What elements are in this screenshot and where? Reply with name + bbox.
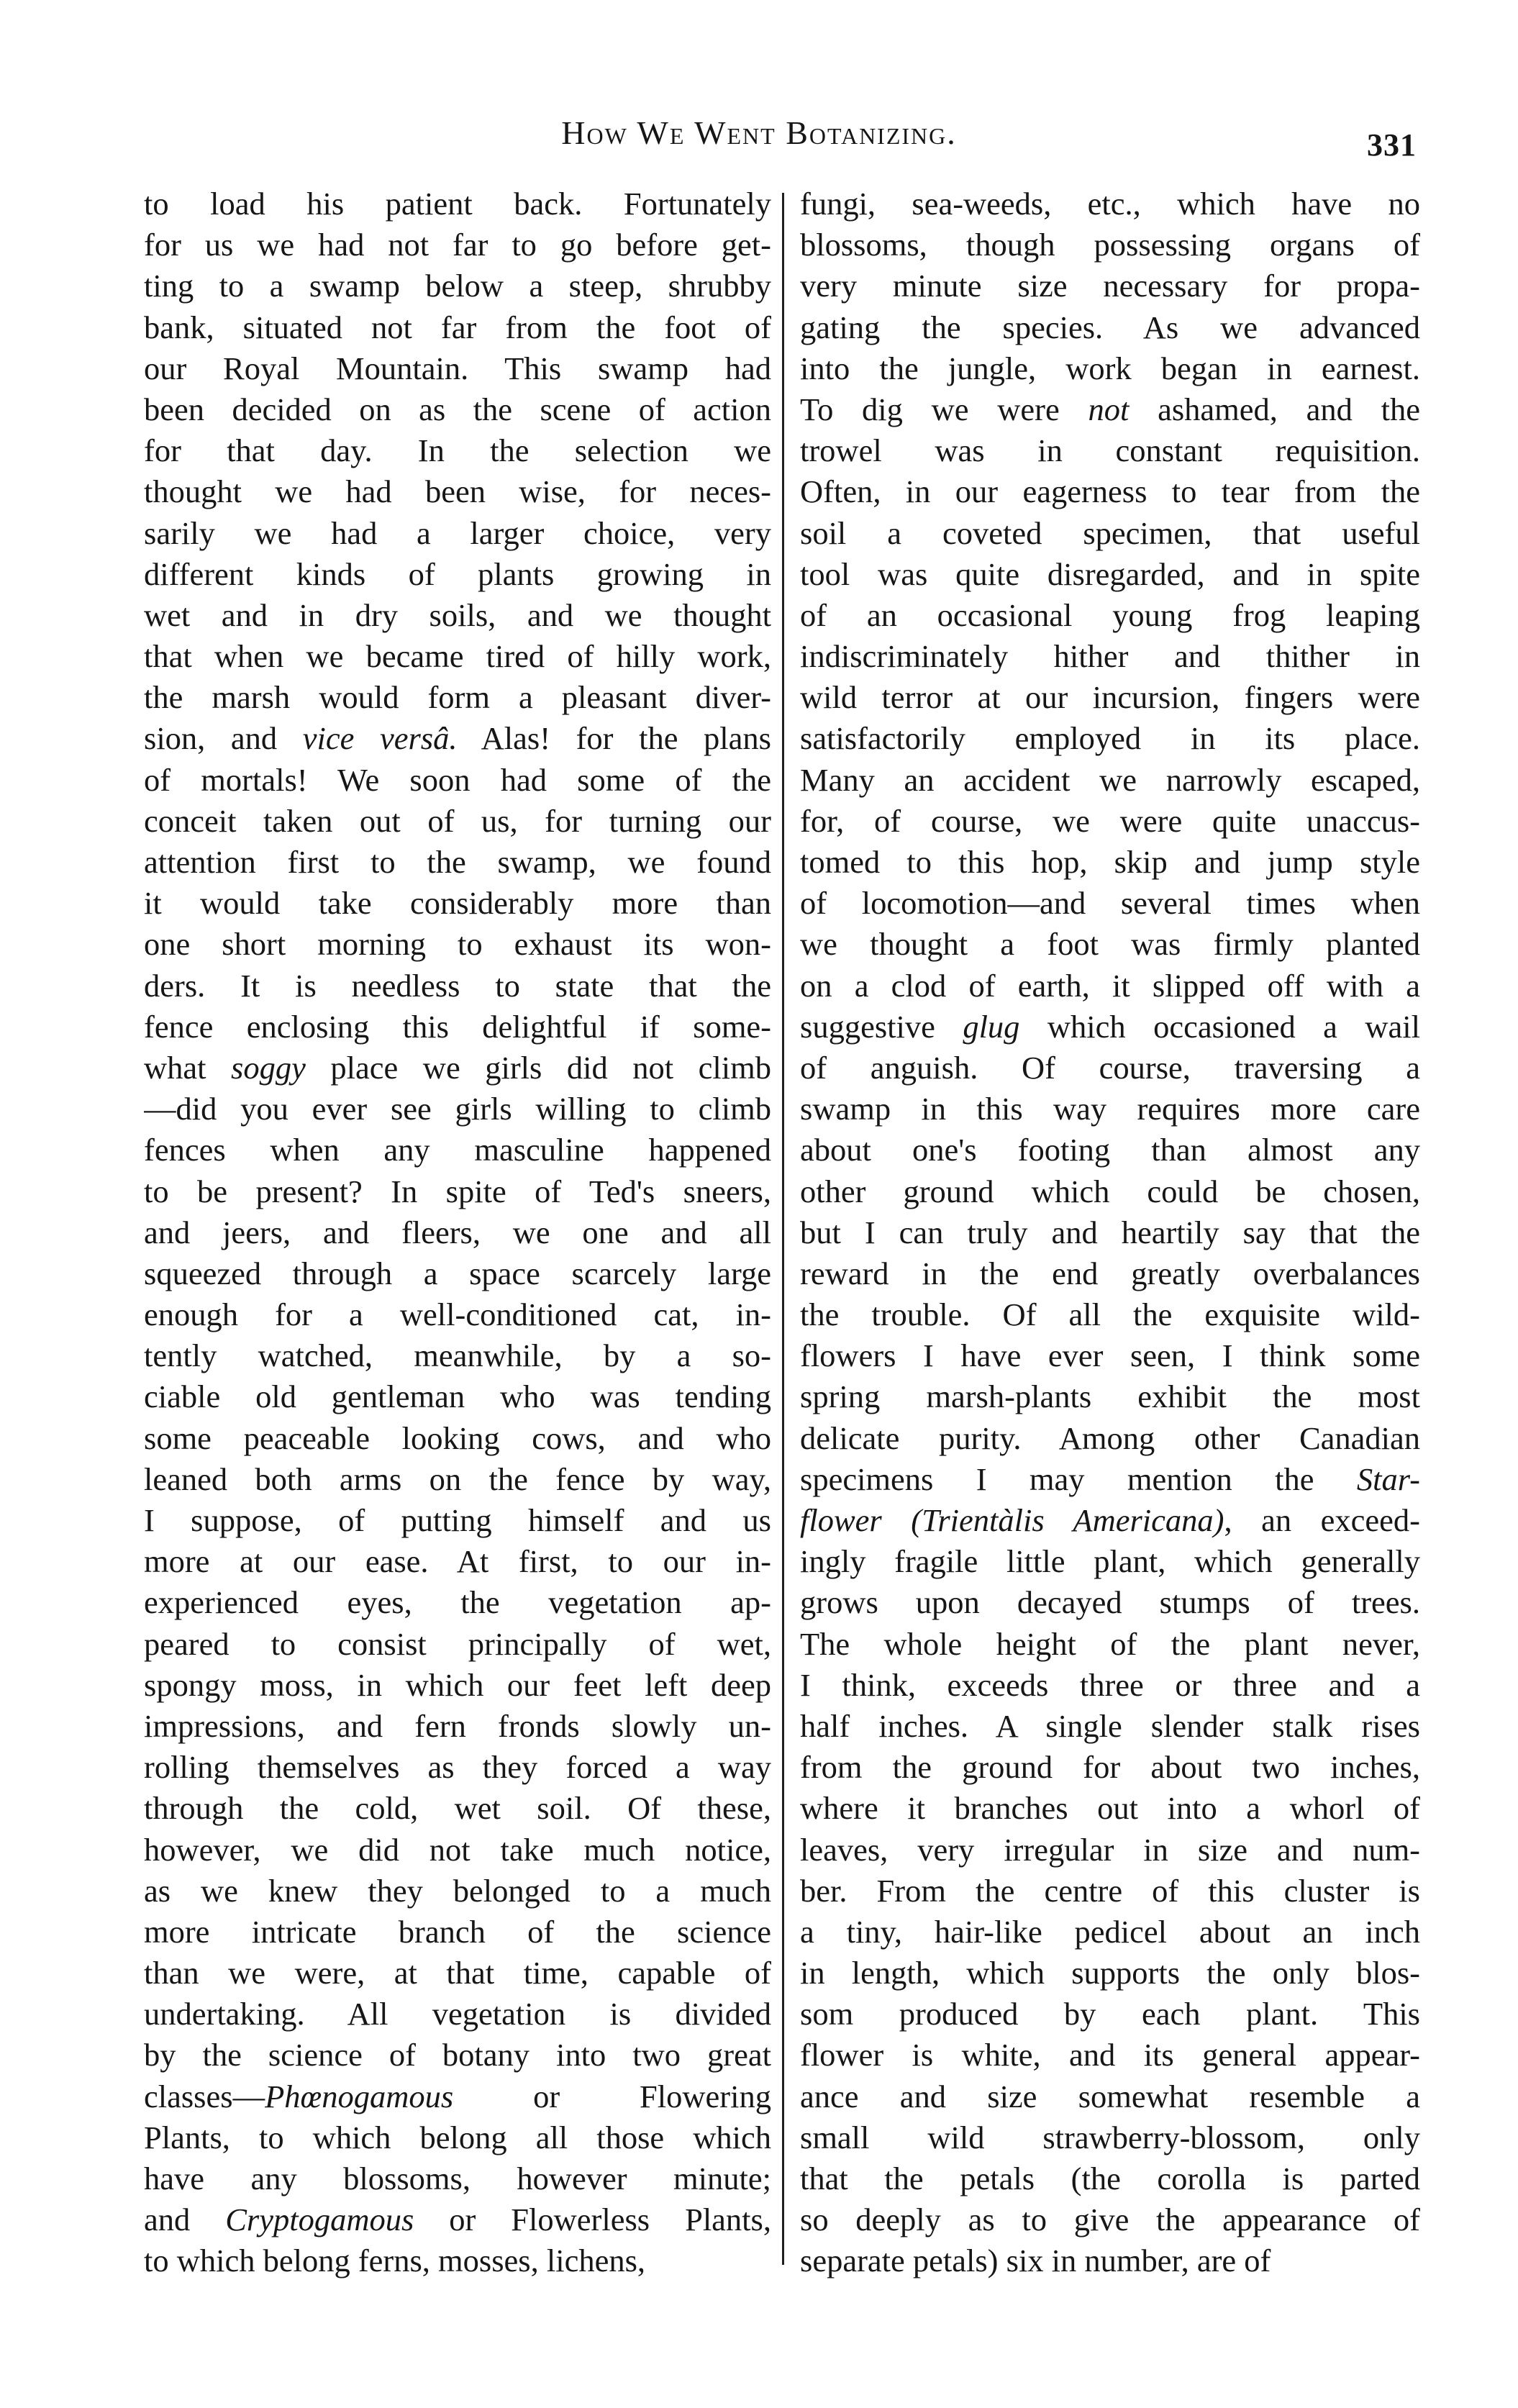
text-line: [800, 1994, 1420, 2035]
text-line: [144, 1994, 771, 2035]
text-line: [144, 2076, 771, 2117]
line-text: but I can truly and heartily say that the: [800, 1214, 1420, 1250]
text-line: [800, 1048, 1420, 1089]
column-divider: [782, 193, 784, 2265]
text-line: [144, 1335, 771, 1376]
italic-term: not: [1088, 391, 1130, 427]
text-line: [800, 389, 1420, 430]
text-line: [144, 1007, 771, 1048]
line-text: so deeply as to give the appearance of: [800, 2202, 1420, 2238]
line-text: classes—: [144, 2078, 265, 2114]
text-line: [800, 1582, 1420, 1623]
text-line: [800, 1007, 1420, 1048]
text-line: [144, 1747, 771, 1788]
text-line: [144, 1459, 771, 1500]
text-line: [800, 471, 1420, 512]
line-text: more intricate branch of the science: [144, 1913, 771, 1950]
text-line: [144, 183, 771, 224]
line-text: where it branches out into a whorl of: [800, 1790, 1420, 1827]
italic-term: Cryptogamous: [225, 2202, 414, 2238]
line-text: peared to consist principally of wet,: [144, 1625, 771, 1662]
line-text: indiscriminately hither and thither in: [800, 638, 1420, 675]
text-line: [144, 1089, 771, 1130]
text-line: [800, 1871, 1420, 1912]
line-text: leaned both arms on the fence by way,: [144, 1460, 771, 1497]
line-text: to be present? In spite of Ted's sneers,: [144, 1173, 771, 1209]
text-line: [144, 1418, 771, 1459]
text-line: [144, 1624, 771, 1665]
text-line: [800, 1953, 1420, 1994]
italic-term: glug: [963, 1008, 1020, 1045]
running-title: How We Went Botanizing.: [561, 114, 957, 151]
text-line: [800, 1089, 1420, 1130]
line-text: have any blossoms, however minute;: [144, 2161, 771, 2196]
line-text: which occasioned a wail: [1019, 1008, 1420, 1045]
text-line: [144, 1212, 771, 1253]
text-line: [144, 1582, 771, 1623]
line-text: the trouble. Of all the exquisite wild-: [800, 1296, 1420, 1333]
line-text: or Flowering: [453, 2078, 771, 2114]
line-text: a tiny, hair-like pedicel about an inch: [800, 1913, 1420, 1950]
italic-term: Star-: [1356, 1460, 1420, 1497]
text-line: [144, 2240, 771, 2281]
line-text: experienced eyes, the vegetation ap-: [144, 1584, 771, 1621]
line-text: fence enclosing this delightful if some-: [144, 1008, 771, 1045]
line-text: of mortals! We soon had some of the: [144, 761, 771, 798]
line-text: one short morning to exhaust its won-: [144, 926, 771, 963]
line-text: into the jungle, work began in earnest.: [800, 350, 1420, 386]
line-text: reward in the end greatly overbalances: [800, 1255, 1420, 1291]
line-text: fungi, sea-weeds, etc., which have no: [800, 186, 1420, 222]
text-line: [800, 636, 1420, 677]
text-line: [144, 1171, 771, 1212]
line-text: in length, which supports the only blos-: [800, 1955, 1420, 1991]
line-text: or Flowerless Plants,: [414, 2202, 771, 2238]
line-text: satisfactorily employed in its place.: [800, 720, 1420, 757]
text-line: [144, 1830, 771, 1871]
text-line: [800, 1624, 1420, 1665]
line-text: To dig we were: [800, 391, 1088, 427]
line-text: —did you ever see girls willing to climb: [144, 1091, 771, 1127]
line-text: the marsh would form a pleasant diver-: [144, 679, 771, 716]
text-line: [800, 1418, 1420, 1459]
line-text: tently watched, meanwhile, by a so-: [144, 1337, 771, 1374]
italic-term: Phœnogamous: [265, 2078, 454, 2114]
line-text: flowers I have ever seen, I think some: [800, 1337, 1420, 1374]
text-column-right: [800, 183, 1420, 2282]
line-text: wild terror at our incursion, fingers were: [800, 679, 1420, 716]
line-text: than we were, at that time, capable of: [144, 1955, 771, 1991]
italic-term: soggy: [231, 1049, 306, 1086]
text-line: [144, 1788, 771, 1829]
line-text: gating the species. As we advanced: [800, 309, 1420, 345]
line-text: trowel was in constant requisition.: [800, 432, 1420, 469]
line-text: flower is white, and its general appear-: [800, 2037, 1420, 2073]
line-text: half inches. A single slender stalk rises: [800, 1707, 1420, 1744]
line-text: squeezed through a space scarcely large: [144, 1255, 771, 1291]
text-line: [800, 924, 1420, 965]
text-line: [144, 1376, 771, 1417]
line-text: that when we became tired of hilly work,: [144, 638, 771, 675]
text-line: [144, 801, 771, 842]
text-line: [800, 307, 1420, 348]
text-line: [800, 1912, 1420, 1953]
italic-term: flower (Trientàlis Americana): [800, 1502, 1224, 1538]
line-text: for that day. In the selection we: [144, 432, 771, 469]
text-line: [800, 224, 1420, 265]
line-text: place we girls did not climb: [305, 1049, 771, 1086]
text-line: [800, 1706, 1420, 1747]
line-text: soil a coveted specimen, that useful: [800, 514, 1420, 551]
text-line: [144, 1541, 771, 1582]
text-line: [800, 554, 1420, 595]
line-text: , an exceed-: [1224, 1502, 1420, 1538]
text-line: [144, 471, 771, 512]
text-line: [800, 2199, 1420, 2240]
text-line: [144, 1253, 771, 1294]
text-line: [800, 801, 1420, 842]
text-line: [800, 1335, 1420, 1376]
text-line: [144, 224, 771, 265]
line-text: spring marsh-plants exhibit the most: [800, 1378, 1420, 1415]
line-text: Alas! for the plans: [457, 720, 771, 757]
line-text: Often, in our eagerness to tear from the: [800, 473, 1420, 510]
text-line: [144, 1706, 771, 1747]
text-line: [800, 2035, 1420, 2076]
line-text: fences when any masculine happened: [144, 1132, 771, 1168]
line-text: suggestive: [800, 1008, 963, 1045]
text-line: [800, 1294, 1420, 1335]
text-line: [800, 760, 1420, 801]
text-line: [144, 554, 771, 595]
text-line: [800, 1541, 1420, 1582]
line-text: about one's footing than almost any: [800, 1132, 1420, 1168]
text-line: [144, 842, 771, 883]
text-line: [800, 2117, 1420, 2158]
line-text: sarily we had a larger choice, very: [144, 514, 771, 551]
line-text: for us we had not far to go before get-: [144, 227, 771, 263]
page-number: 331: [1367, 127, 1417, 163]
line-text: and jeers, and fleers, we one and all: [144, 1214, 771, 1250]
text-line: [144, 966, 771, 1007]
line-text: delicate purity. Among other Canadian: [800, 1419, 1420, 1456]
text-line: [144, 1912, 771, 1953]
line-text: blossoms, though possessing organs of: [800, 227, 1420, 263]
line-text: rolling themselves as they forced a way: [144, 1749, 771, 1786]
line-text: to load his patient back. Fortunately: [144, 186, 771, 222]
text-line: [800, 2158, 1420, 2199]
text-line: [800, 1500, 1420, 1541]
line-text: different kinds of plants growing in: [144, 555, 771, 592]
text-line: [144, 1953, 771, 1994]
text-line: [800, 1830, 1420, 1871]
line-text: of anguish. Of course, traversing a: [800, 1049, 1420, 1086]
text-line: [144, 1500, 771, 1541]
line-text: from the ground for about two inches,: [800, 1749, 1420, 1786]
line-text: Many an accident we narrowly escaped,: [800, 761, 1420, 798]
line-text: and: [144, 2202, 226, 2238]
text-line: [800, 883, 1420, 924]
line-text: through the cold, wet soil. Of these,: [144, 1790, 771, 1827]
text-line: [144, 2035, 771, 2076]
line-text: specimens I may mention the: [800, 1460, 1357, 1497]
text-line: [800, 595, 1420, 636]
text-line: [144, 513, 771, 554]
line-text: ashamed, and the: [1129, 391, 1420, 427]
text-line: [144, 760, 771, 801]
text-column-left: [144, 183, 771, 2282]
line-text: ders. It is needless to state that the: [144, 967, 771, 1004]
text-line: [800, 1376, 1420, 1417]
text-line: [144, 883, 771, 924]
text-line: [144, 636, 771, 677]
line-text: grows upon decayed stumps of trees.: [800, 1584, 1420, 1621]
text-line: [144, 389, 771, 430]
text-line: [800, 1459, 1420, 1500]
line-text: of an occasional young frog leaping: [800, 596, 1420, 633]
line-text: on a clod of earth, it slipped off with a: [800, 967, 1420, 1004]
text-line: [144, 265, 771, 306]
line-text: it would take considerably more than: [144, 885, 771, 922]
text-line: [800, 1253, 1420, 1294]
italic-term: vice versâ.: [302, 720, 458, 757]
text-line: [800, 1665, 1420, 1706]
line-text: separate petals) six in number, are of: [800, 2243, 1271, 2279]
line-text: undertaking. All vegetation is divided: [144, 1996, 771, 2032]
text-line: [800, 2240, 1420, 2281]
line-text: ance and size somewhat resemble a: [800, 2078, 1420, 2114]
text-line: [800, 966, 1420, 1007]
line-text: spongy moss, in which our feet left deep: [144, 1666, 771, 1703]
line-text: thought we had been wise, for neces-: [144, 473, 771, 510]
text-line: [144, 718, 771, 759]
line-text: by the science of botany into two great: [144, 2037, 771, 2073]
line-text: tomed to this hop, skip and jump style: [800, 844, 1420, 880]
line-text: swamp in this way requires more care: [800, 1091, 1420, 1127]
line-text: our Royal Mountain. This swamp had: [144, 350, 771, 386]
line-text: small wild strawberry-blossom, only: [800, 2119, 1420, 2155]
text-line: [144, 1294, 771, 1335]
text-line: [800, 842, 1420, 883]
text-line: [144, 924, 771, 965]
line-text: of locomotion—and several times when: [800, 885, 1420, 922]
text-line: [144, 677, 771, 718]
line-text: leaves, very irregular in size and num-: [800, 1831, 1420, 1868]
line-text: I suppose, of putting himself and us: [144, 1502, 771, 1538]
text-line: [144, 2199, 771, 2240]
line-text: however, we did not take much notice,: [144, 1831, 771, 1868]
line-text: ber. From the centre of this cluster is: [800, 1872, 1420, 1909]
line-text: The whole height of the plant never,: [800, 1625, 1420, 1662]
line-text: som produced by each plant. This: [800, 1996, 1420, 2032]
text-line: [800, 1212, 1420, 1253]
line-text: ciable old gentleman who was tending: [144, 1378, 771, 1415]
text-line: [144, 1130, 771, 1171]
line-text: been decided on as the scene of action: [144, 391, 771, 427]
text-line: [800, 1130, 1420, 1171]
line-text: other ground which could be chosen,: [800, 1173, 1420, 1209]
line-text: impressions, and fern fronds slowly un-: [144, 1707, 771, 1744]
text-line: [144, 1665, 771, 1706]
line-text: conceit taken out of us, for turning our: [144, 802, 771, 839]
text-line: [144, 595, 771, 636]
line-text: wet and in dry soils, and we thought: [144, 596, 771, 633]
line-text: ting to a swamp below a steep, shrubby: [144, 268, 771, 304]
line-text: attention first to the swamp, we found: [144, 844, 771, 880]
text-line: [800, 1788, 1420, 1829]
text-line: [144, 1871, 771, 1912]
text-line: [800, 183, 1420, 224]
line-text: for, of course, we were quite unaccus-: [800, 802, 1420, 839]
text-line: [800, 677, 1420, 718]
line-text: I think, exceeds three or three and a: [800, 1666, 1420, 1703]
line-text: as we knew they belonged to a much: [144, 1872, 771, 1909]
text-line: [800, 1747, 1420, 1788]
text-line: [800, 430, 1420, 471]
line-text: to which belong ferns, mosses, lichens,: [144, 2243, 646, 2279]
line-text: enough for a well-conditioned cat, in-: [144, 1296, 771, 1333]
line-text: that the petals (the corolla is parted: [800, 2161, 1420, 2196]
text-line: [800, 718, 1420, 759]
line-text: bank, situated not far from the foot of: [144, 309, 771, 345]
line-text: sion, and: [144, 720, 303, 757]
text-line: [144, 2158, 771, 2199]
line-text: more at our ease. At first, to our in-: [144, 1543, 771, 1580]
text-line: [144, 307, 771, 348]
line-text: what: [144, 1049, 232, 1086]
text-line: [800, 2076, 1420, 2117]
text-line: [144, 2117, 771, 2158]
text-line: [800, 348, 1420, 389]
text-line: [800, 265, 1420, 306]
line-text: some peaceable looking cows, and who: [144, 1419, 771, 1456]
line-text: tool was quite disregarded, and in spite: [800, 555, 1420, 592]
text-line: [144, 430, 771, 471]
text-line: [144, 348, 771, 389]
text-line: [800, 513, 1420, 554]
line-text: ingly fragile little plant, which generally: [800, 1543, 1420, 1580]
text-line: [800, 1171, 1420, 1212]
text-line: [144, 1048, 771, 1089]
line-text: we thought a foot was firmly planted: [800, 926, 1420, 963]
line-text: Plants, to which belong all those which: [144, 2119, 771, 2155]
line-text: very minute size necessary for propa-: [800, 268, 1420, 304]
